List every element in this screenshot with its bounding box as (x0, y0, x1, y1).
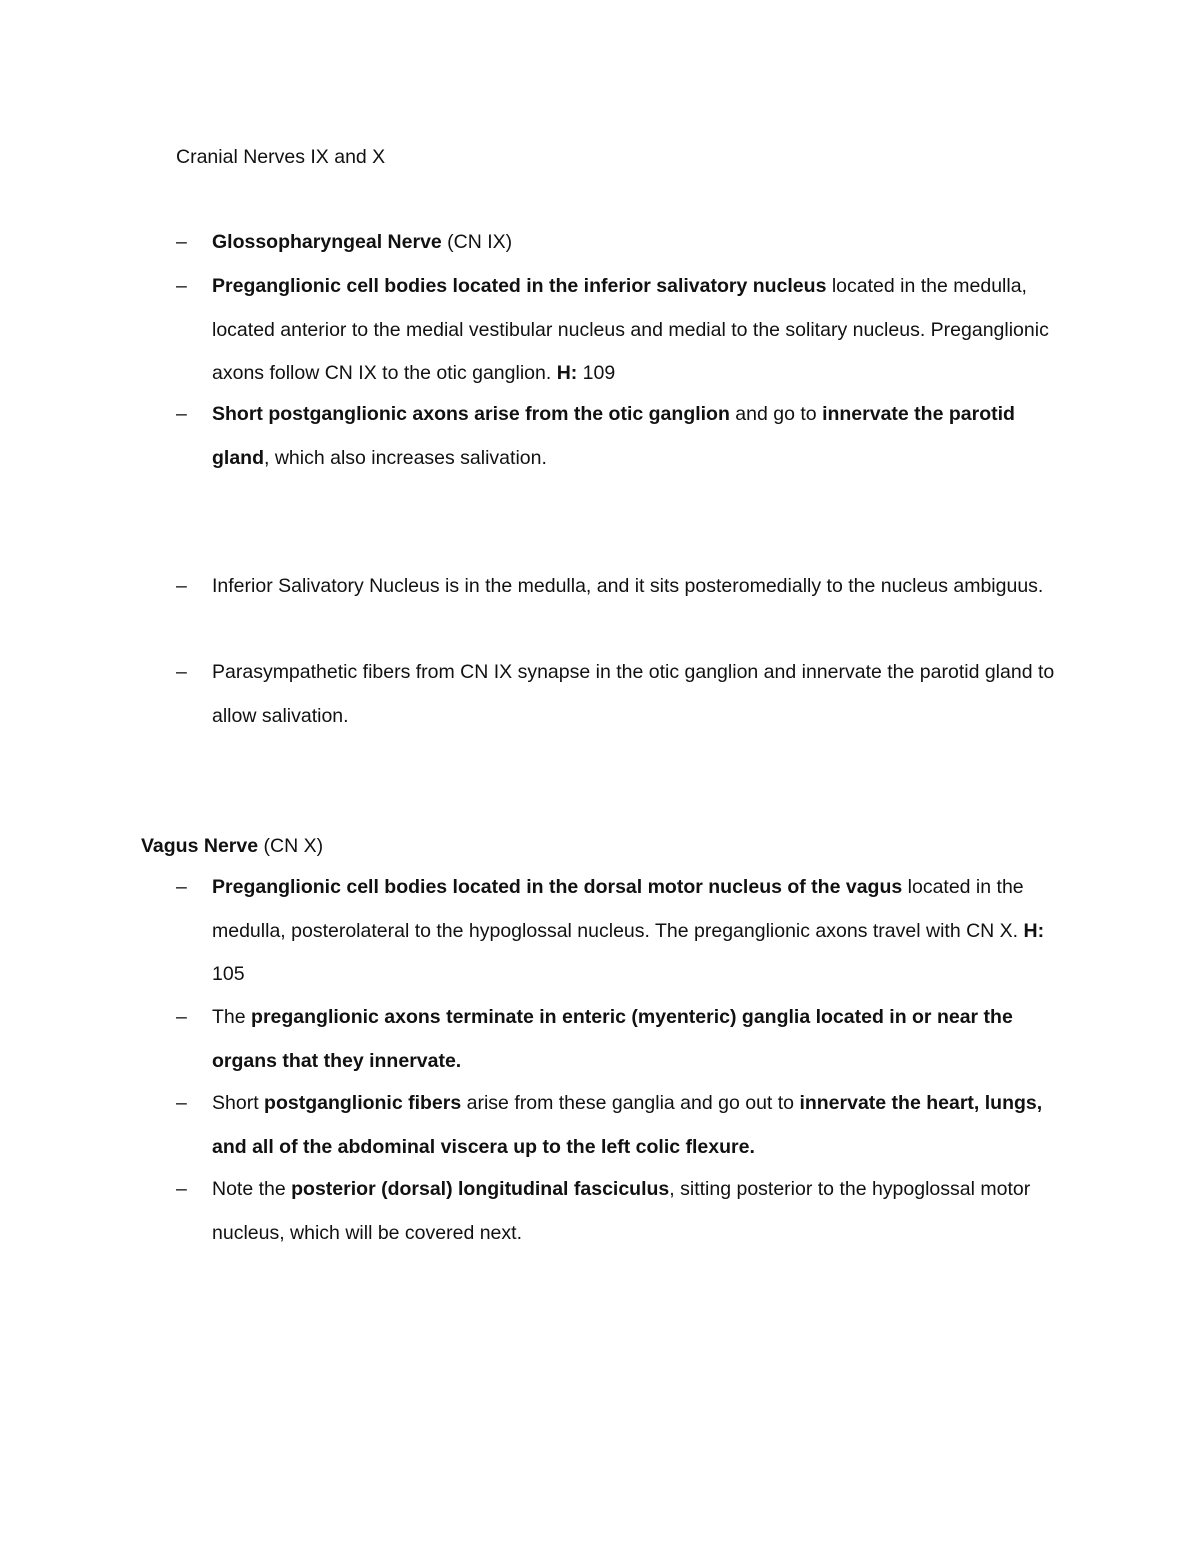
bullet-dash: – (176, 231, 187, 253)
vagus-item-1-h-value: 105 (212, 963, 245, 985)
vagus-item-1 (176, 866, 1066, 997)
gp-item-2-bold-1: Short postganglionic axons arise from the otic ganglion (212, 403, 730, 425)
gp-item-2-rest: , which also increases salivation. (264, 446, 547, 469)
gp-item-1 (176, 265, 1066, 396)
vagus-item-3-bold-2: innervate the heart, lungs, and all of the abdominal viscera up to the left colic flexure. (212, 1092, 1043, 1158)
bullet-dash: – (176, 1178, 187, 1200)
gp-item-1-bold: Preganglionic cell bodies located in the inferior salivatory nucleus (212, 275, 827, 297)
bullet-dash: – (176, 661, 187, 683)
gp-item-1-h-label: H: (556, 362, 578, 384)
gp-heading-bold: Glossopharyngeal Nerve (212, 231, 442, 253)
gp-heading-item (176, 221, 1066, 265)
bullet-dash: – (176, 1092, 187, 1114)
gp-item-2 (176, 393, 1066, 480)
vagus-heading-rest: (CN X) (258, 835, 324, 857)
gp-item-1-h-value: 109 (577, 362, 616, 384)
vagus-item-2-bold: preganglionic axons terminate in enteric (myenteric) ganglia located in or near the organs that they innervate. (212, 1006, 1013, 1072)
gp-item-3 (176, 565, 1066, 609)
document-title: Cranial Nerves IX and X (176, 146, 386, 168)
bullet-dash: – (176, 1006, 187, 1028)
vagus-item-2 (176, 996, 1066, 1083)
vagus-item-3-bold-1: postganglionic fibers (264, 1092, 462, 1114)
vagus-item-1-bold: Preganglionic cell bodies located in the dorsal motor nucleus of the vagus (212, 876, 903, 898)
vagus-item-4-pre: Note the (212, 1178, 292, 1200)
gp-heading-rest: (CN IX) (441, 231, 513, 253)
vagus-item-4-bold: posterior (dorsal) longitudinal fasciculus (291, 1178, 670, 1200)
bullet-dash: – (176, 275, 187, 297)
gp-item-3-text: Inferior Salivatory Nucleus is in the medulla, and it sits posteromedially to the nucleus ambiguus. (212, 575, 1044, 597)
vagus-item-1-rest: located in the medulla, posterolateral to the hypoglossal nucleus. The preganglionic axons travel with CN X. (212, 876, 1024, 942)
vagus-item-3-mid: arise from these ganglia and go out to (461, 1092, 800, 1114)
bullet-dash: – (176, 876, 187, 898)
gp-item-2-mid: and go to (729, 403, 823, 425)
vagus-item-4 (176, 1168, 1066, 1255)
gp-item-2-bold-2: innervate the parotid gland (212, 403, 1015, 469)
gp-item-1-rest: located in the medulla, located anterior to the medial vestibular nucleus and medial to the solitary nucleus. Preganglionic axons follow CN IX to the otic ganglion. (212, 275, 1049, 384)
vagus-item-4-rest: , sitting posterior to the hypoglossal motor nucleus, which will be covered next. (212, 1178, 1031, 1244)
vagus-heading (141, 832, 323, 860)
bullet-dash: – (176, 403, 187, 425)
gp-item-4-text: Parasympathetic fibers from CN IX synapse in the otic ganglion and innervate the parotid gland to allow salivation. (212, 661, 1055, 727)
vagus-item-1-h-label: H: (1023, 919, 1045, 942)
vagus-item-3 (176, 1082, 1066, 1169)
bullet-dash: – (176, 575, 187, 597)
vagus-item-3-pre: Short (212, 1092, 265, 1114)
vagus-item-2-pre: The (212, 1006, 252, 1028)
vagus-heading-bold: Vagus Nerve (141, 835, 259, 857)
gp-item-4 (176, 651, 1066, 738)
